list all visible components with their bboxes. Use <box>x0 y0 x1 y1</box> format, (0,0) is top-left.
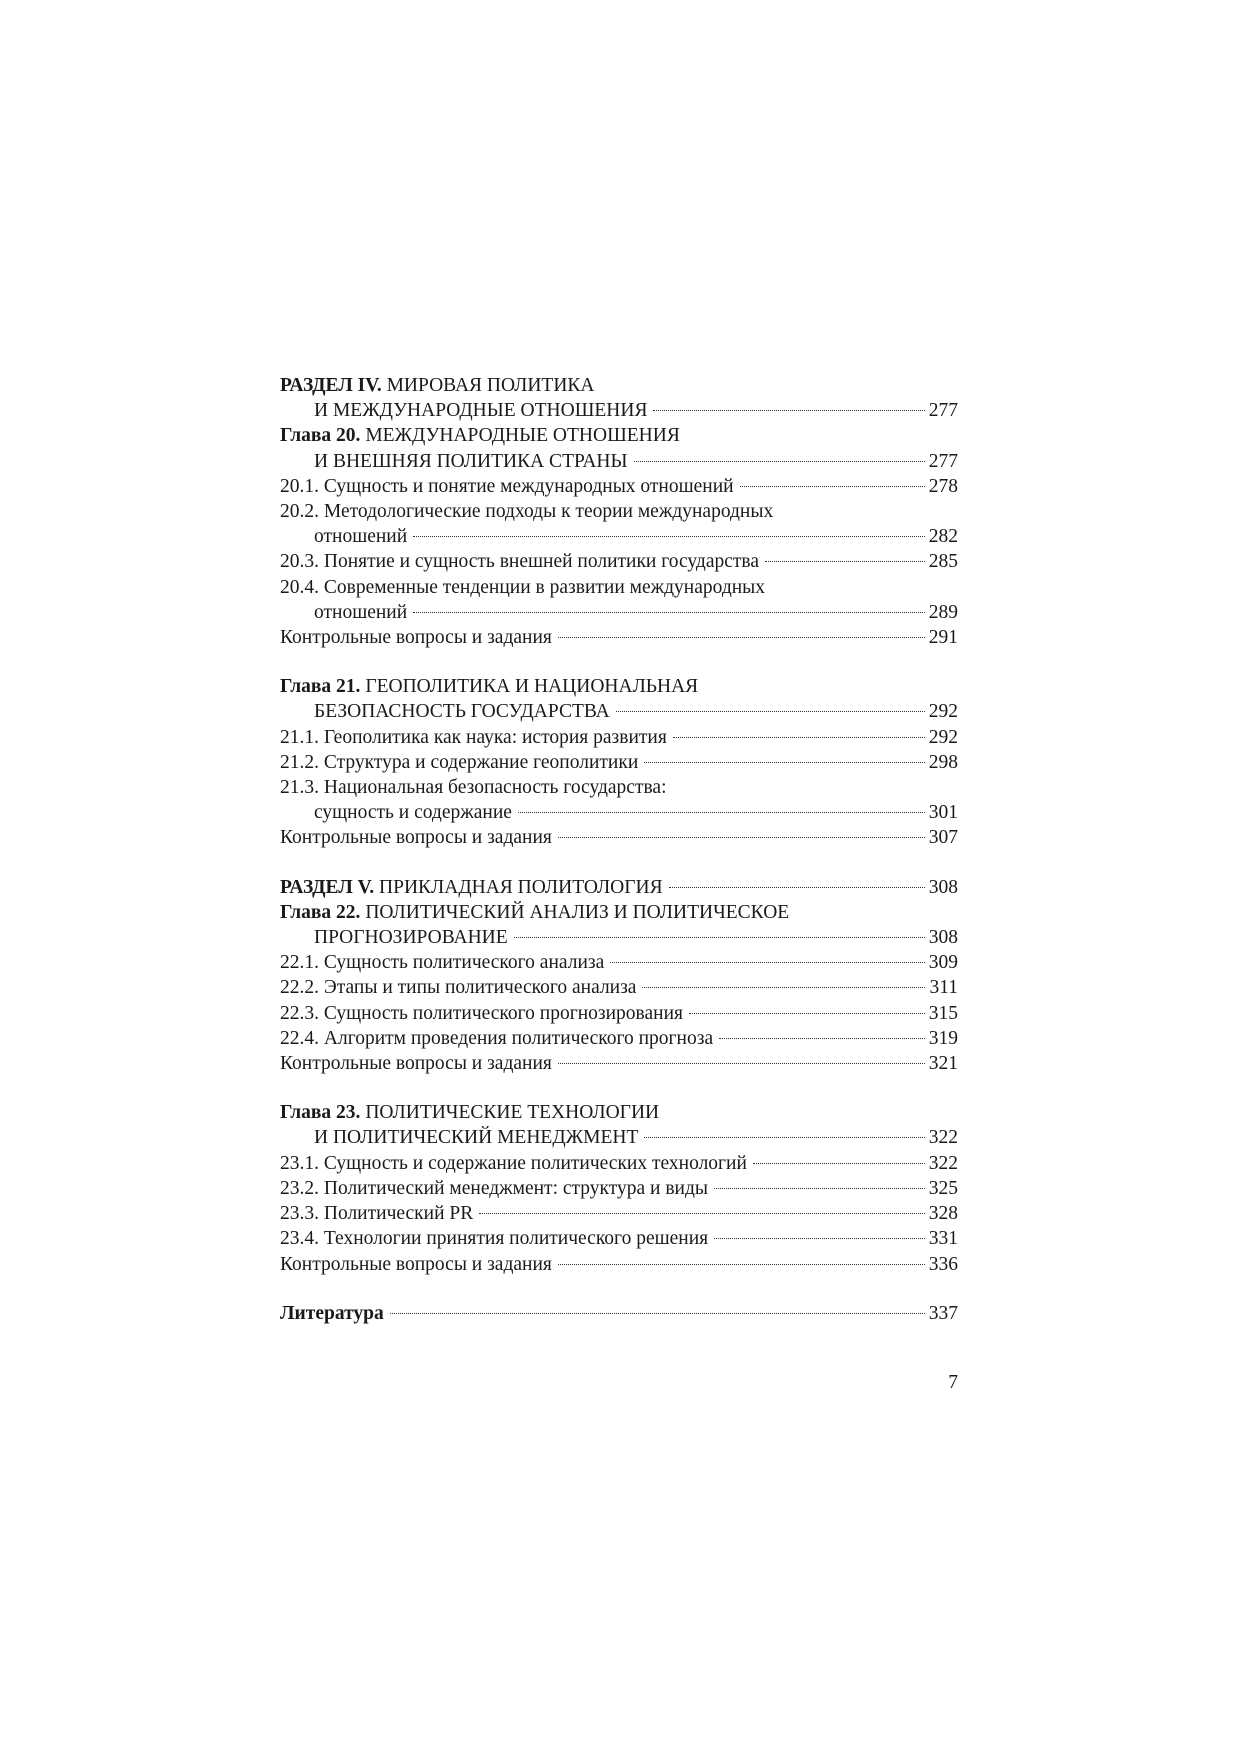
toc-entry[interactable] <box>280 1051 958 1076</box>
dot-leader <box>740 486 925 487</box>
entry-page-number: 322 <box>928 1127 958 1149</box>
toc-line <box>280 1226 958 1251</box>
dot-leader <box>413 536 925 537</box>
entry-heading: 22.4. Алгоритм проведения политического прогноза <box>280 1027 714 1049</box>
entry-title <box>280 950 604 975</box>
toc-line <box>280 1252 958 1277</box>
toc-entry[interactable] <box>280 1252 958 1277</box>
dot-leader <box>558 837 925 838</box>
entry-title <box>280 575 765 600</box>
dot-leader <box>610 962 925 963</box>
entry-page-number: 301 <box>928 802 958 824</box>
toc-entry[interactable] <box>280 625 958 650</box>
dot-leader <box>653 410 924 411</box>
entry-page-number: 277 <box>928 400 958 422</box>
entry-heading: МИРОВАЯ ПОЛИТИКА <box>381 375 595 396</box>
dot-leader <box>714 1188 925 1189</box>
entry-label: РАЗДЕЛ V. <box>280 876 375 898</box>
entry-page-number: 337 <box>928 1302 958 1324</box>
dot-leader <box>673 737 925 738</box>
entry-title <box>280 1001 683 1026</box>
entry-title <box>280 549 759 574</box>
entry-page-number: 285 <box>928 551 958 573</box>
entry-title <box>280 875 663 900</box>
entry-heading: Контрольные вопросы и задания <box>280 1253 552 1275</box>
toc-entry[interactable] <box>280 1176 958 1201</box>
entry-page-number: 331 <box>928 1228 958 1250</box>
entry-page-number: 292 <box>928 726 958 748</box>
entry-heading: 20.2. Методологические подходы к теории международных <box>280 501 774 523</box>
toc-line <box>280 750 958 775</box>
entry-heading: 23.1. Сущность и содержание политических технологий <box>280 1152 747 1174</box>
entry-title <box>280 725 667 750</box>
entry-label: Глава 20. <box>280 425 361 447</box>
toc-line <box>280 1051 958 1076</box>
toc-entry[interactable] <box>280 373 958 423</box>
entry-continuation: сущность и содержание <box>314 802 512 824</box>
entry-page-number: 277 <box>928 450 958 472</box>
entry-title <box>280 1201 473 1226</box>
toc-entry[interactable] <box>280 1226 958 1251</box>
entry-label: Глава 23. <box>280 1102 361 1124</box>
entry-page-number: 291 <box>928 627 958 649</box>
toc-line <box>280 524 958 549</box>
toc-entry[interactable] <box>280 1001 958 1026</box>
entry-continuation: И ВНЕШНЯЯ ПОЛИТИКА СТРАНЫ <box>314 450 628 472</box>
toc-line <box>280 1125 958 1150</box>
entry-title <box>280 1051 552 1076</box>
toc-line <box>280 575 958 600</box>
entry-heading: 22.3. Сущность политического прогнозирования <box>280 1002 684 1024</box>
entry-label: Глава 21. <box>280 676 361 698</box>
entry-title <box>280 625 552 650</box>
entry-heading: 22.2. Этапы и типы политического анализа <box>280 977 637 999</box>
dot-leader <box>765 561 925 562</box>
entry-page-number: 308 <box>928 876 958 898</box>
dot-leader <box>616 711 925 712</box>
toc-line <box>280 925 958 950</box>
dot-leader <box>642 987 925 988</box>
entry-heading: 20.4. Современные тенденции в развитии международных <box>280 576 766 598</box>
entry-continuation: БЕЗОПАСНОСТЬ ГОСУДАРСТВА <box>314 701 610 723</box>
toc-entry[interactable] <box>280 725 958 750</box>
entry-title <box>280 1026 713 1051</box>
toc-entry[interactable] <box>280 499 958 549</box>
entry-heading: ПРИКЛАДНАЯ ПОЛИТОЛОГИЯ <box>374 876 663 898</box>
toc-entry[interactable] <box>280 875 958 900</box>
dot-leader <box>558 637 925 638</box>
dot-leader <box>644 1137 924 1138</box>
entry-title <box>280 1151 747 1176</box>
entry-heading: 20.1. Сущность и понятие международных отношений <box>280 475 734 497</box>
toc-line <box>280 1176 958 1201</box>
section-gap <box>280 1076 958 1100</box>
dot-leader <box>390 1313 925 1314</box>
toc-line <box>280 975 958 1000</box>
entry-continuation: И МЕЖДУНАРОДНЫЕ ОТНОШЕНИЯ <box>314 400 648 422</box>
toc-line <box>280 373 958 398</box>
entry-page-number: 336 <box>928 1253 958 1275</box>
entry-title <box>280 674 698 699</box>
entry-title <box>280 1301 384 1326</box>
dot-leader <box>479 1213 925 1214</box>
dot-leader <box>514 937 925 938</box>
entry-page-number: 292 <box>928 701 958 723</box>
toc-line <box>280 950 958 975</box>
dot-leader <box>558 1063 925 1064</box>
toc-line <box>280 1301 958 1326</box>
toc-line <box>280 900 958 925</box>
entry-heading: ПОЛИТИЧЕСКИЕ ТЕХНОЛОГИИ <box>360 1102 660 1124</box>
entry-label: РАЗДЕЛ IV. <box>280 375 382 396</box>
toc-line <box>280 800 958 825</box>
toc-entry[interactable] <box>280 1100 958 1150</box>
dot-leader <box>413 612 925 613</box>
toc-line <box>280 1151 958 1176</box>
toc-line <box>280 1001 958 1026</box>
toc-entry[interactable] <box>280 1026 958 1051</box>
entry-heading: 20.3. Понятие и сущность внешней политики государства <box>280 551 760 573</box>
entry-title <box>280 373 595 398</box>
entry-heading: 21.3. Национальная безопасность государства: <box>280 777 667 799</box>
toc-entry[interactable] <box>280 950 958 975</box>
dot-leader <box>558 1264 925 1265</box>
entry-title <box>280 975 636 1000</box>
entry-title <box>280 775 667 800</box>
table-of-contents <box>280 373 958 1326</box>
entry-continuation: отношений <box>314 526 408 548</box>
toc-line <box>280 398 958 423</box>
entry-title <box>280 474 734 499</box>
dot-leader <box>518 812 925 813</box>
entry-title <box>280 1100 659 1125</box>
entry-page-number: 315 <box>928 1002 958 1024</box>
toc-entry[interactable] <box>280 549 958 574</box>
entry-title <box>280 825 552 850</box>
toc-entry[interactable] <box>280 750 958 775</box>
entry-heading: 22.1. Сущность политического анализа <box>280 952 605 974</box>
toc-line <box>280 825 958 850</box>
toc-entry[interactable] <box>280 1301 958 1326</box>
section-gap <box>280 851 958 875</box>
toc-entry[interactable] <box>280 1201 958 1226</box>
toc-line <box>280 549 958 574</box>
entry-page-number: 325 <box>928 1177 958 1199</box>
toc-line <box>280 625 958 650</box>
toc-entry[interactable] <box>280 900 958 950</box>
entry-label: Глава 22. <box>280 901 361 923</box>
entry-heading: 23.4. Технологии принятия политического решения <box>280 1228 709 1250</box>
toc-entry[interactable] <box>280 674 958 724</box>
toc-line <box>280 699 958 724</box>
toc-entry[interactable] <box>280 775 958 825</box>
toc-line <box>280 474 958 499</box>
entry-heading: Контрольные вопросы и задания <box>280 627 552 649</box>
entry-page-number: 311 <box>929 977 958 999</box>
section-gap <box>280 1277 958 1301</box>
dot-leader <box>753 1163 925 1164</box>
toc-entry[interactable] <box>280 1151 958 1176</box>
entry-heading: ГЕОПОЛИТИКА И НАЦИОНАЛЬНАЯ <box>360 676 699 698</box>
toc-line <box>280 875 958 900</box>
page-number: 7 <box>948 1372 958 1393</box>
toc-line <box>280 1100 958 1125</box>
entry-title <box>280 1252 552 1277</box>
toc-line <box>280 1201 958 1226</box>
entry-heading: 21.2. Структура и содержание геополитики <box>280 751 639 773</box>
toc-line <box>280 423 958 448</box>
entry-page-number: 307 <box>928 827 958 849</box>
entry-page-number: 319 <box>928 1027 958 1049</box>
entry-heading: 23.2. Политический менеджмент: структура и виды <box>280 1177 709 1199</box>
entry-heading: 21.1. Геополитика как наука: история развития <box>280 726 667 748</box>
dot-leader <box>644 762 924 763</box>
toc-entry[interactable] <box>280 474 958 499</box>
entry-heading: 23.3. Политический PR <box>280 1203 474 1225</box>
entry-page-number: 308 <box>928 927 958 949</box>
entry-continuation: отношений <box>314 601 408 623</box>
entry-heading: Контрольные вопросы и задания <box>280 827 552 849</box>
section-gap <box>280 650 958 674</box>
entry-continuation: ПРОГНОЗИРОВАНИЕ <box>314 927 508 949</box>
dot-leader <box>714 1238 925 1239</box>
entry-page-number: 289 <box>928 601 958 623</box>
entry-page-number: 321 <box>928 1053 958 1075</box>
toc-entry[interactable] <box>280 825 958 850</box>
entry-page-number: 309 <box>928 952 958 974</box>
entry-title <box>280 900 789 925</box>
toc-line <box>280 499 958 524</box>
entry-title <box>280 1226 708 1251</box>
toc-line <box>280 725 958 750</box>
toc-entry[interactable] <box>280 975 958 1000</box>
toc-entry[interactable] <box>280 423 958 473</box>
dot-leader <box>689 1013 925 1014</box>
entry-title <box>280 1176 708 1201</box>
entry-page-number: 298 <box>928 751 958 773</box>
dot-leader <box>719 1038 925 1039</box>
entry-page-number: 278 <box>928 475 958 497</box>
entry-page-number: 328 <box>928 1203 958 1225</box>
entry-heading: Контрольные вопросы и задания <box>280 1053 552 1075</box>
dot-leader <box>634 461 925 462</box>
entry-title <box>280 750 638 775</box>
toc-entry[interactable] <box>280 575 958 625</box>
toc-line <box>280 1026 958 1051</box>
entry-label: Литература <box>280 1302 384 1324</box>
entry-continuation: И ПОЛИТИЧЕСКИЙ МЕНЕДЖМЕНТ <box>314 1127 639 1149</box>
entry-page-number: 322 <box>928 1152 958 1174</box>
entry-heading: ПОЛИТИЧЕСКИЙ АНАЛИЗ И ПОЛИТИЧЕСКОЕ <box>360 901 790 923</box>
toc-line <box>280 775 958 800</box>
toc-line <box>280 600 958 625</box>
entry-title <box>280 423 680 448</box>
toc-line <box>280 449 958 474</box>
toc-line <box>280 674 958 699</box>
entry-heading: МЕЖДУНАРОДНЫЕ ОТНОШЕНИЯ <box>360 425 680 447</box>
dot-leader <box>669 887 925 888</box>
entry-title <box>280 499 773 524</box>
entry-page-number: 282 <box>928 526 958 548</box>
